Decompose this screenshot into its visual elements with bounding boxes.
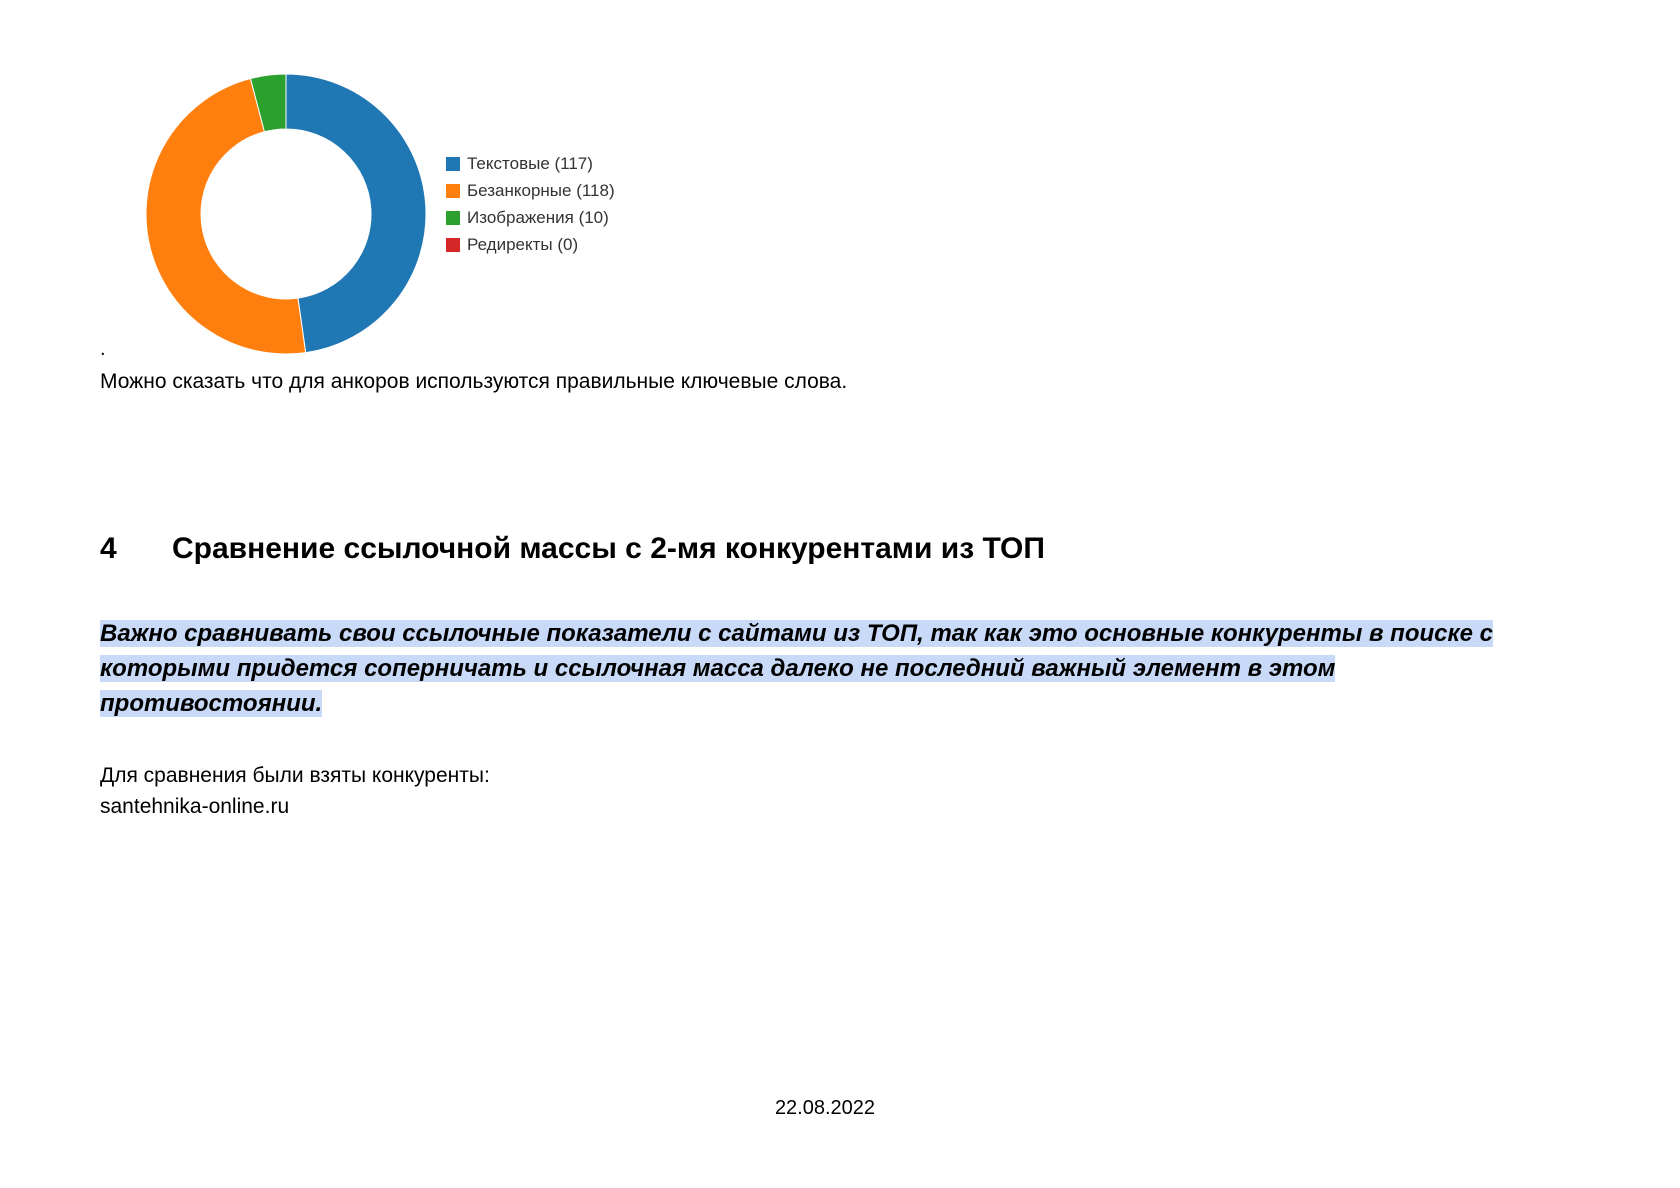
highlighted-text: Важно сравнивать свои ссылочные показатели с сайтами из ТОП, так как это основные конкуренты в поиске с которыми придется соперничать и ссылочная масса далеко не последний важный элемент в этом противостоянии.: [100, 620, 1494, 717]
legend-swatch: [446, 238, 460, 252]
section-heading: [100, 532, 1045, 566]
footer-date: 22.08.2022: [774, 1097, 876, 1119]
legend-label: Текстовые (117): [467, 153, 593, 173]
section-title: Сравнение ссылочной массы с 2-мя конкурентами из ТОП: [172, 532, 1045, 565]
legend-swatch: [446, 157, 460, 171]
chart-legend: [446, 150, 615, 258]
section-number: 4: [100, 532, 117, 565]
donut-slice: [286, 74, 426, 353]
legend-swatch: [446, 184, 460, 198]
legend-label: Безанкорные (118): [467, 180, 615, 200]
legend-label: Изображения (10): [467, 207, 609, 227]
highlighted-paragraph: [100, 616, 1530, 721]
anchors-paragraph: Можно сказать что для анкоров используются правильные ключевые слова.: [100, 370, 848, 393]
dot-text: .: [100, 338, 106, 360]
legend-item: [446, 150, 615, 177]
legend-swatch: [446, 211, 460, 225]
legend-item: [446, 177, 615, 204]
compare-intro: Для сравнения были взяты конкуренты:: [100, 764, 490, 787]
legend-label: Редиректы (0): [467, 234, 579, 254]
competitor-domain: santehnika-online.ru: [100, 795, 290, 818]
legend-item: [446, 204, 615, 231]
competitors-block: [100, 760, 490, 822]
legend-item: [446, 231, 615, 258]
donut-chart: [0, 0, 720, 370]
